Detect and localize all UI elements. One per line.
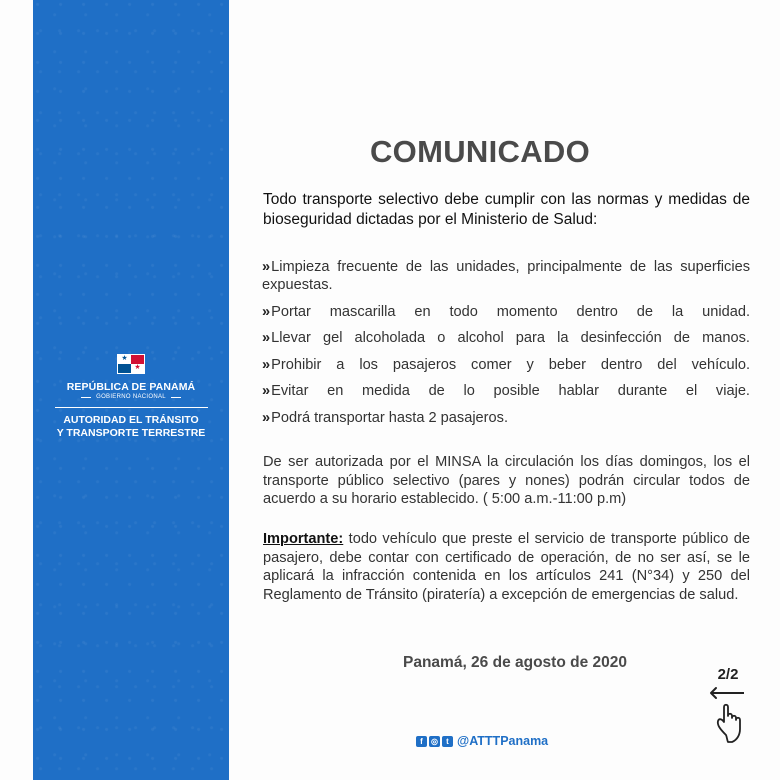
list-item	[262, 382, 750, 400]
panama-flag-icon: ★ ★	[117, 354, 145, 374]
bullet-marker: »	[262, 409, 271, 426]
autoridad-line1: AUTORIDAD EL TRÁNSITO	[63, 414, 199, 426]
autoridad-line2: Y TRANSPORTE TERRESTRE	[56, 426, 206, 439]
bullet-marker: »	[262, 330, 271, 346]
list-item-text: Limpieza frecuente de las unidades, principalmente de las superficies expuestas.	[262, 259, 750, 293]
list-item	[262, 356, 750, 374]
list-item-text: Podrá transportar hasta 2 pasajeros.	[271, 409, 509, 426]
bullet-marker: »	[262, 259, 271, 275]
republica-label: REPÚBLICA DE PANAMÁ	[66, 381, 196, 393]
page-indicator: 2/2	[717, 666, 739, 683]
schedule-paragraph: De ser autorizada por el MINSA la circulación los días domingos, los el transporte público selectivo (pares y nones) podrán circular todos de acuerdo a su horario establecido. ( 5:00 a.m.-11:00 p.m)	[263, 454, 750, 507]
important-paragraph	[263, 530, 750, 604]
important-label: Importante:	[263, 531, 344, 547]
swipe-hand-icon[interactable]	[706, 683, 750, 747]
list-item	[262, 409, 750, 427]
logo-divider	[55, 407, 208, 408]
measures-list	[262, 258, 750, 435]
social-bar	[416, 734, 548, 748]
intro-text: Todo transporte selectivo debe cumplir con las normas y medidas de bioseguridad dictadas por el Ministerio de Salud:	[263, 191, 750, 228]
important-text: todo vehículo que preste el servicio de transporte público de pasajero, debe contar con certificado de operación, de no ser así, se le aplicará la infracción contenida en los artículos 241 (N°34) y 250 del Reglamento de Tránsito (piratería) a excepción de emergencias de salud.	[263, 531, 750, 603]
list-item-text: Llevar gel alcoholada o alcohol para la desinfección de manos.	[271, 330, 750, 346]
bullet-marker: »	[262, 383, 271, 399]
date-line: Panamá, 26 de agosto de 2020	[403, 654, 627, 671]
gobierno-label: GOBIERNO NACIONAL	[96, 394, 166, 400]
list-item-text: Prohibir a los pasajeros comer y beber dentro del vehículo.	[271, 356, 750, 373]
sidebar-panel	[33, 0, 229, 780]
twitter-icon[interactable]: t	[442, 736, 453, 747]
list-item	[262, 329, 750, 347]
divider-right	[171, 397, 181, 398]
list-item	[262, 258, 750, 294]
page-title: COMUNICADO	[370, 134, 590, 169]
list-item	[262, 303, 750, 321]
social-handle[interactable]: @ATTTPanama	[457, 734, 549, 748]
bullet-marker: »	[262, 356, 271, 373]
divider-left	[81, 397, 91, 398]
instagram-icon[interactable]: ◎	[429, 736, 440, 747]
bullet-marker: »	[262, 303, 271, 320]
gobierno-row	[33, 394, 229, 400]
facebook-icon[interactable]: f	[416, 736, 427, 747]
list-item-text: Portar mascarilla en todo momento dentro de la unidad.	[271, 303, 750, 320]
list-item-text: Evitar en medida de lo posible hablar durante el viaje.	[271, 383, 750, 399]
government-logo	[33, 354, 229, 439]
